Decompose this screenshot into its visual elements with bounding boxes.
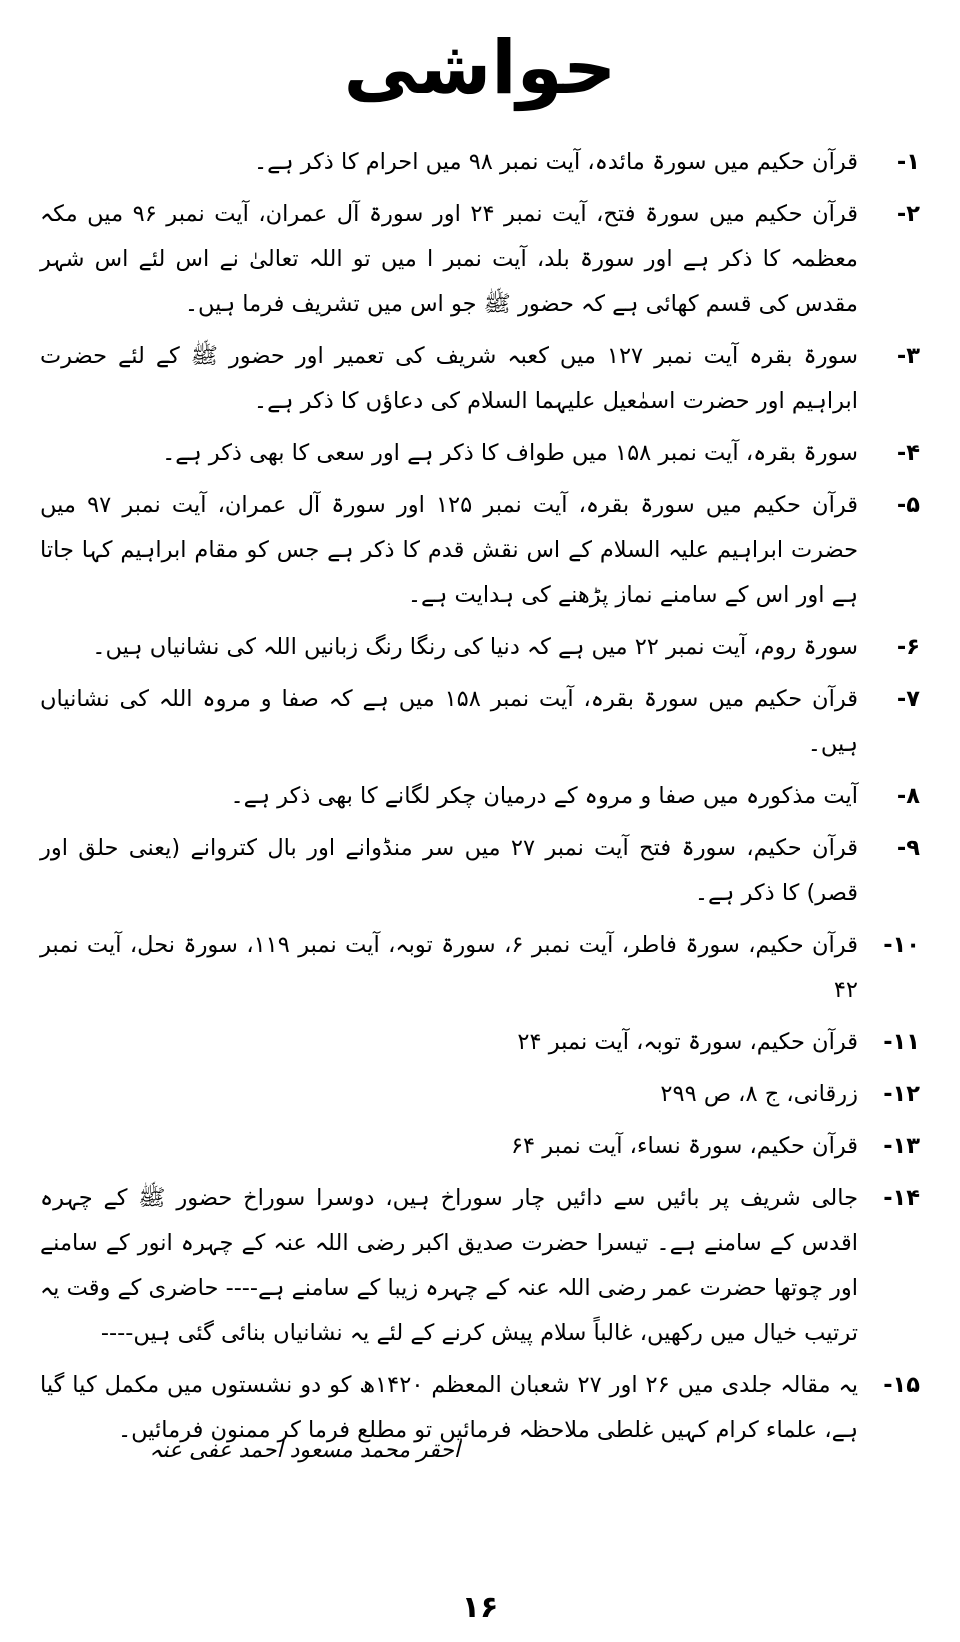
note-item: [40, 192, 920, 327]
note-text: سورۃ روم، آیت نمبر ۲۲ میں ہے کہ دنیا کی رنگا رنگ زبانیں اللہ کی نشانیاں ہیں۔: [92, 634, 858, 660]
note-text: سورۃ بقرہ، آیت نمبر ۱۵۸ میں طواف کا ذکر ہے اور سعی کا بھی ذکر ہے۔: [162, 440, 858, 466]
note-number: ۱۲-: [883, 1081, 920, 1107]
note-number: ۱۰-: [883, 932, 920, 958]
note-number: ۲-: [896, 201, 920, 227]
note-item: [40, 923, 920, 1013]
notes-list: [40, 140, 920, 1460]
note-number: ۴-: [896, 440, 920, 466]
note-item: [40, 140, 920, 185]
note-text: قرآن حکیم میں سورۃ فتح، آیت نمبر ۲۴ اور سورۃ آل عمران، آیت نمبر ۹۶ میں مکہ معظمہ کا ذکر ہے اور سورۃ بلد، آیت نمبر ا میں تو اللہ تعالیٰ نے اس لئے اس شہر مقدس کی قسم کھائی ہے کہ حضور ﷺ جو اس میں تشریف فرما ہیں۔: [40, 201, 859, 317]
note-number: ۵-: [896, 492, 920, 518]
note-text: جالی شریف پر بائیں سے دائیں چار سوراخ ہیں، دوسرا سوراخ حضور ﷺ کے چہرہ اقدس کے سامنے ہے۔ تیسرا حضرت صدیق اکبر رضی اللہ عنہ کے چہرہ انور کے سامنے اور چوتھا حضرت عمر رضی اللہ عنہ کے چہرہ زیبا کے سامنے ہے---- حاضری کے وقت یہ ترتیب خیال میں رکھیں، غالباً سلام پیش کرنے کے لئے یہ نشانیاں بنائی گئی ہیں----: [40, 1185, 858, 1346]
note-text: قرآن حکیم میں سورۃ بقرہ، آیت نمبر ۱۲۵ اور سورۃ آل عمران، آیت نمبر ۹۷ میں حضرت ابراہیم علیہ السلام کے اس نقش قدم کا ذکر ہے جس کو مقام ابراہیم کہا جاتا ہے اور اس کے سامنے نماز پڑھنے کی ہدایت ہے۔: [40, 492, 859, 608]
note-text: قرآن حکیم، سورۃ توبہ، آیت نمبر ۲۴: [517, 1029, 858, 1055]
note-item: [40, 826, 920, 916]
note-item: [40, 431, 920, 476]
note-text: قرآن حکیم، سورۃ نساء، آیت نمبر ۶۴: [510, 1133, 858, 1159]
note-number: ۹-: [896, 835, 920, 861]
note-number: ۱۵-: [883, 1372, 920, 1398]
note-text: قرآن حکیم، سورۃ فتح آیت نمبر ۲۷ میں سر منڈوانے اور بال کتروانے (یعنی حلق اور قصر) کا ذکر ہے۔: [40, 835, 858, 906]
note-item: [40, 1176, 920, 1356]
note-text: قرآن حکیم میں سورۃ مائدہ، آیت نمبر ۹۸ میں احرام کا ذکر ہے۔: [253, 149, 858, 175]
note-text: آیت مذکورہ میں صفا و مروہ کے درمیان چکر لگانے کا بھی ذکر ہے۔: [230, 783, 858, 809]
note-text: یہ مقالہ جلدی میں ۲۶ اور ۲۷ شعبان المعظم ۱۴۲۰ھ کو دو نشستوں میں مکمل کیا گیا ہے، علماء کرام کہیں غلطی ملاحظہ فرمائیں تو مطلع فرما کر ممنون فرمائیں۔: [40, 1372, 858, 1443]
note-text: زرقانی، ج ۸، ص ۲۹۹: [660, 1081, 858, 1107]
note-number: ۸-: [896, 783, 920, 809]
page-title: حواشی: [343, 25, 617, 111]
note-number: ۶-: [896, 634, 920, 660]
note-text: قرآن حکیم میں سورۃ بقرہ، آیت نمبر ۱۵۸ میں ہے کہ صفا و مروہ اللہ کی نشانیاں ہیں۔: [40, 686, 858, 757]
note-item: [40, 1124, 920, 1169]
note-number: ۷-: [896, 686, 920, 712]
note-item: [40, 774, 920, 819]
note-number: ۱۱-: [883, 1029, 920, 1055]
page-number: ۱۶: [461, 1590, 499, 1625]
note-item: [40, 625, 920, 670]
note-text: قرآن حکیم، سورۃ فاطر، آیت نمبر ۶، سورۃ توبہ، آیت نمبر ۱۱۹، سورۃ نحل، آیت نمبر ۴۲: [40, 932, 858, 1003]
note-number: ۱۳-: [883, 1133, 920, 1159]
note-number: ۱۴-: [883, 1185, 920, 1211]
note-item: [40, 334, 920, 424]
note-text: سورۃ بقرہ آیت نمبر ۱۲۷ میں کعبہ شریف کی تعمیر اور حضور ﷺ کے لئے حضرت ابراہیم اور حضرت اسمٰعیل علیہما السلام کی دعاؤں کا ذکر ہے۔: [40, 343, 858, 414]
note-number: ۱-: [896, 149, 920, 175]
note-number: ۳-: [896, 343, 920, 369]
note-item: [40, 1072, 920, 1117]
note-item: [40, 1020, 920, 1065]
note-item: [40, 483, 920, 618]
author-signature: احقر محمد مسعود احمد عفی عنہ: [149, 1438, 460, 1463]
note-item: [40, 677, 920, 767]
